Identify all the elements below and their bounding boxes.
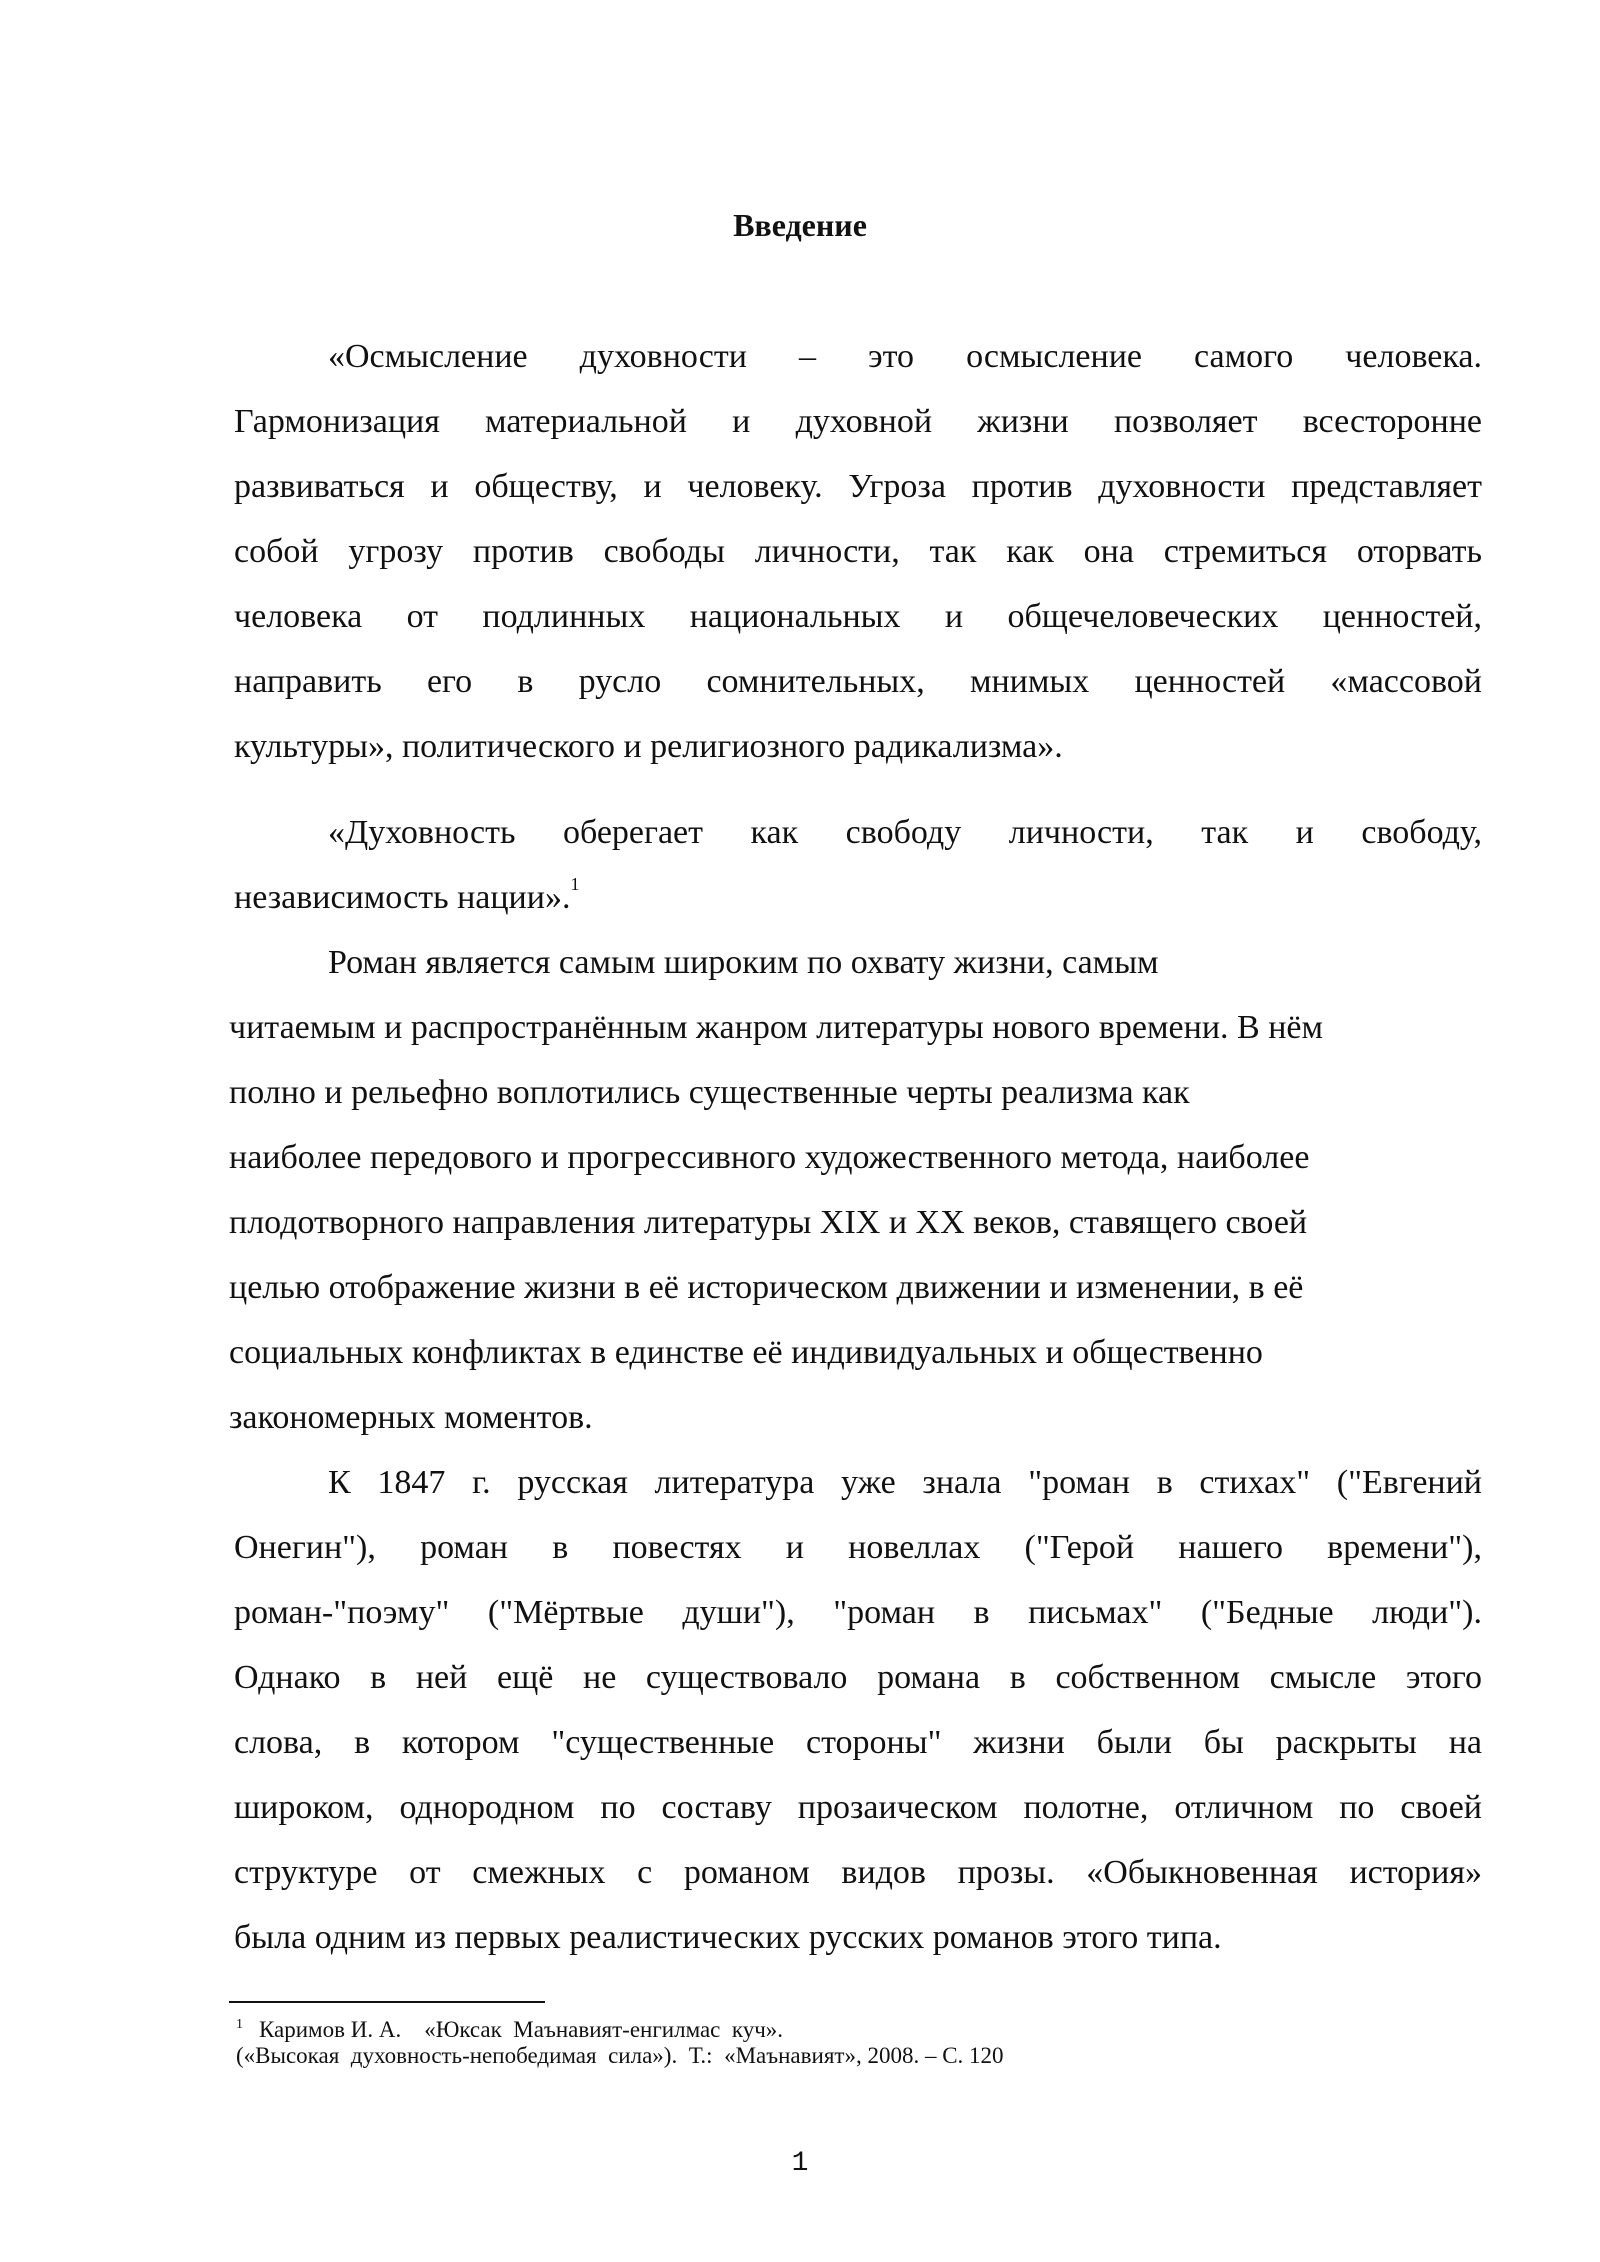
page-number: 1 — [791, 2148, 809, 2179]
paragraph-line: развиваться и обществу, и человеку. Угроза против духовности представляет — [234, 468, 1482, 505]
paragraph-line: роман-"поэму" ("Мёртвые души"), "роман в письмах" ("Бедные люди"). — [234, 1594, 1482, 1631]
paragraph-text: независимость нации». — [234, 879, 571, 916]
paragraph-line: Роман является самым широким по охвату жизни, самым — [328, 944, 1159, 981]
paragraph-line: «Осмысление духовности – это осмысление самого человека. — [328, 338, 1482, 375]
paragraph-line: целью отображение жизни в её историческом движении и изменении, в её — [229, 1269, 1304, 1306]
paragraph-line: собой угрозу против свободы личности, так как она стремиться оторвать — [234, 533, 1482, 570]
paragraph-line: социальных конфликтах в единстве её индивидуальных и общественно — [229, 1334, 1263, 1371]
paragraph-line — [234, 874, 1482, 918]
paragraph-line: закономерных моментов. — [229, 1399, 593, 1436]
footnote-marker: 1 — [236, 2017, 243, 2032]
paragraph-line: «Духовность оберегает как свободу личности, так и свободу, — [328, 814, 1482, 851]
page-title: Введение — [733, 207, 867, 243]
paragraph-line: культуры», политического и религиозного радикализма». — [234, 728, 1063, 765]
paragraph-line: направить его в русло сомнительных, мнимых ценностей «массовой — [234, 663, 1482, 700]
footnote-line: («Высокая духовность-непобедимая сила»). Т.: «Маънавият», 2008. – С. 120 — [236, 2043, 1004, 2068]
paragraph-line: К 1847 г. русская литература уже знала "роман в стихах" ("Евгений — [328, 1464, 1482, 1501]
paragraph-line: слова, в котором "существенные стороны" жизни были бы раскрыты на — [234, 1724, 1482, 1761]
paragraph-line: человека от подлинных национальных и общечеловеческих ценностей, — [234, 598, 1482, 635]
paragraph-line: Однако в ней ещё не существовало романа в собственном смысле этого — [234, 1659, 1482, 1696]
paragraph-line: широком, однородном по составу прозаическом полотне, отличном по своей — [234, 1789, 1482, 1826]
paragraph-line: полно и рельефно воплотились существенные черты реализма как — [229, 1074, 1190, 1111]
paragraph-line: наиболее передового и прогрессивного художественного метода, наиболее — [229, 1139, 1310, 1176]
paragraph-line: читаемым и распространённым жанром литературы нового времени. В нём — [229, 1009, 1323, 1046]
footnote-separator — [229, 2001, 545, 2003]
paragraph-line: Гармонизация материальной и духовной жизни позволяет всесторонне — [234, 403, 1482, 440]
paragraph-line: плодотворного направления литературы XIX и XX веков, ставящего своей — [229, 1204, 1308, 1241]
footnote-text: Каримов И. А. «Юксак Маънавият-енгилмас куч». — [259, 2017, 784, 2042]
paragraph-line: структуре от смежных с романом видов прозы. «Обыкновенная история» — [234, 1854, 1482, 1891]
paragraph-line: Онегин"), роман в повестях и новеллах ("Герой нашего времени"), — [234, 1529, 1482, 1566]
footnote-reference[interactable]: 1 — [570, 874, 580, 894]
footnote-line — [236, 2011, 783, 2044]
paragraph-line: была одним из первых реалистических русских романов этого типа. — [234, 1919, 1222, 1956]
